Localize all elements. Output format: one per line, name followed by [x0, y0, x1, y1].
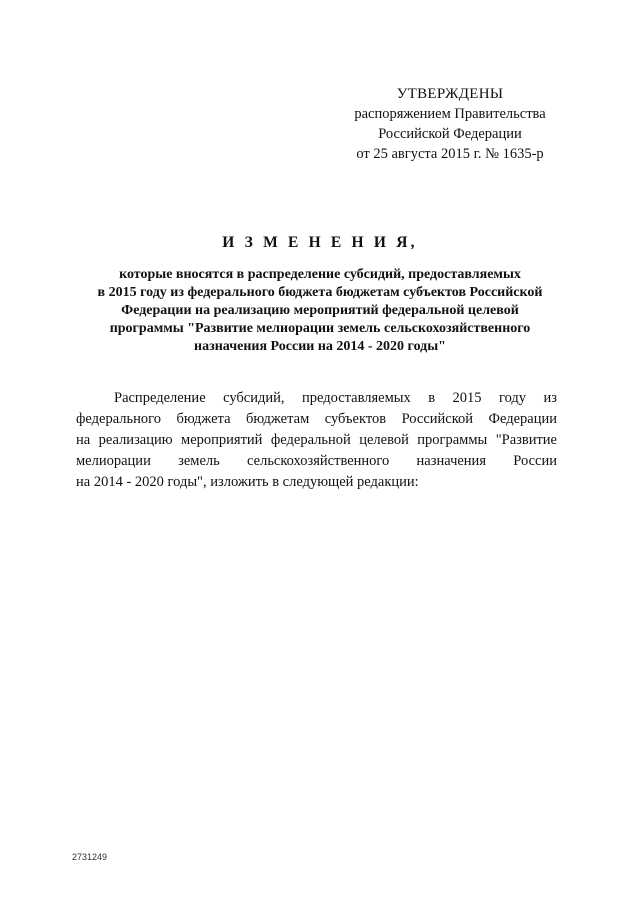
subtitle-line: в 2015 году из федерального бюджета бюджетам субъектов Российской — [97, 285, 543, 300]
body-paragraph — [76, 388, 557, 493]
body-line: мелиорации земель сельскохозяйственного назначения России — [76, 453, 557, 469]
subtitle-line: программы "Развитие мелиорации земель сельскохозяйственного — [109, 321, 531, 336]
approval-line: Российской Федерации — [378, 126, 522, 142]
body-line: на 2014 - 2020 годы", изложить в следующей редакции: — [76, 474, 419, 490]
approval-stamp — [330, 84, 570, 164]
approval-date-line: от 25 августа 2015 г. № 1635-р — [356, 146, 544, 162]
body-line: Распределение субсидий, предоставляемых в 2015 году из — [114, 390, 557, 406]
subtitle-line: которые вносятся в распределение субсидий, предоставляемых — [119, 267, 521, 282]
document-title: И З М Е Н Е Н И Я, — [222, 234, 418, 251]
approval-line: распоряжением Правительства — [354, 106, 546, 122]
body-line: на реализацию мероприятий федеральной целевой программы "Развитие — [76, 432, 557, 448]
document-number: 2731249 — [72, 852, 108, 862]
subtitle-line: назначения России на 2014 - 2020 годы" — [194, 339, 446, 354]
subtitle-line: Федерации на реализацию мероприятий федеральной целевой — [121, 303, 519, 318]
approval-title: УТВЕРЖДЕНЫ — [396, 86, 504, 102]
document-heading — [60, 232, 580, 356]
body-line: федерального бюджета бюджетам субъектов Российской Федерации — [76, 411, 557, 427]
